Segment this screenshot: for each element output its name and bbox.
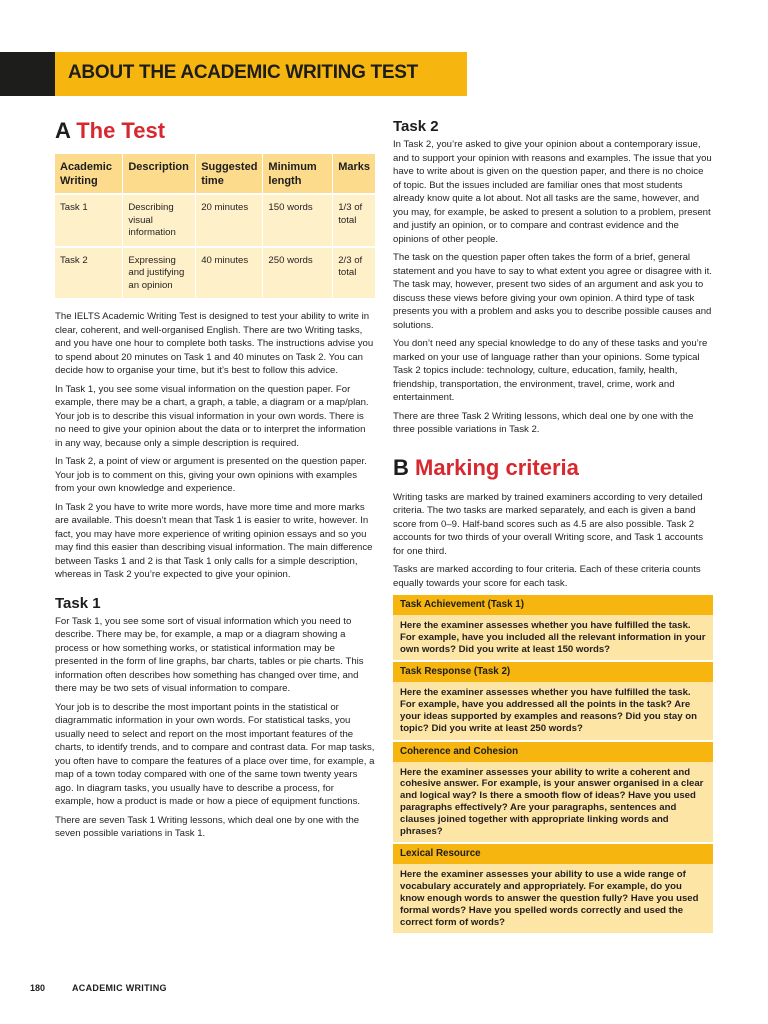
paragraph: For Task 1, you see some sort of visual information which you need to describe. There may be, for example, a map or a diagram showing a process or how something works, or statistical information may be presented in the form of line graphs, bar charts, tables or pie charts. This information often describes how something has changed over time, and there may be two sets of visual information to compare. (55, 615, 364, 694)
table-header: Academic Writing (55, 154, 123, 194)
right-column (393, 116, 713, 935)
criterion-title: Task Response (Task 2) (393, 662, 713, 682)
criterion-title: Task Achievement (Task 1) (393, 595, 713, 615)
table-cell: 40 minutes (196, 247, 263, 300)
criterion-text: Here the examiner assesses your ability to use a wide range of vocabulary accurately and appropriately. For example, do you know enough words to answer the question fully? Have you used formal words? Have you spelled words correctly and used the correct form of words? (393, 864, 713, 933)
paragraph: There are three Task 2 Writing lessons, which deal one by one with the three possible variations in Task 2. (393, 410, 694, 435)
table-cell: 250 words (263, 247, 333, 300)
left-column (55, 116, 375, 846)
criterion-text: Here the examiner assesses whether you have fulfilled the task. For example, have you included all the relevant information in your own words? Did you write at least 150 words? (393, 615, 713, 660)
task1-heading: Task 1 (55, 594, 101, 612)
test-overview-table (55, 154, 375, 300)
table-cell: Task 1 (55, 194, 123, 247)
criterion-title: Lexical Resource (393, 844, 713, 864)
paragraph: There are seven Task 1 Writing lessons, which deal one by one with the seven possible variations in Task 1. (55, 814, 360, 839)
section-a-letter: A (55, 118, 71, 143)
table-cell: Task 2 (55, 247, 123, 300)
page-number: 180 (30, 983, 46, 993)
table-cell: 2/3 of total (333, 247, 375, 300)
task2-heading: Task 2 (393, 118, 439, 135)
table-header-row (55, 154, 375, 194)
header-tab-block (0, 52, 55, 96)
table-header: Minimum length (263, 154, 333, 194)
table-cell: 150 words (263, 194, 333, 247)
paragraph: In Task 2, a point of view or argument is presented on the question paper. Your job is to comment on this, giving your own opinions with examples from your own knowledge and experience. (55, 456, 367, 494)
table-cell: Expressing and justifying an opinion (123, 247, 196, 300)
table-header: Suggested time (196, 154, 263, 194)
marking-criteria-box (393, 595, 713, 933)
table-row (55, 194, 375, 247)
footer-section-label: ACADEMIC WRITING (72, 983, 167, 993)
criterion-title: Coherence and Cohesion (393, 742, 713, 762)
paragraph: You don’t need any special knowledge to do any of these tasks and you’re marked on your use of language rather than your opinions. Some typical Task 2 topics include: technology, culture, education, family, health, friendship, transportation, the environment, travel, crime, work and entertainment. (393, 338, 708, 403)
table-cell: 1/3 of total (333, 194, 375, 247)
paragraph: The IELTS Academic Writing Test is designed to test your ability to write in clear, coherent, and well-organised English. There are two Writing tasks, and you have one hour to complete both tasks. The instructions advise you to spend about 20 minutes on Task 1 and 40 minutes on Task 2. You can decide how to organise your time, but it’s best to follow this advice. (55, 311, 374, 376)
paragraph: In Task 2 you have to write more words, have more time and more marks are available. This doesn’t mean that Task 1 is easier to write, however. In fact, you may have more experience of writing opinion essays and so you may find this easier than describing visual information. The main difference between Tasks 1 and 2 is that Task 1 only calls for a simple description, whereas in Task 2 you’re expected to give your opinion. (55, 501, 373, 580)
criterion-text: Here the examiner assesses whether you have fulfilled the task. For example, have you addressed all the points in the task? Are your ideas supported by examples and reasons? Did you stay on topic? Did you write at least 250 words? (393, 682, 713, 739)
section-a-heading (55, 116, 375, 146)
table-cell: Describing visual information (123, 194, 196, 247)
paragraph: In Task 2, you’re asked to give your opinion about a contemporary issue, and to support your opinion with reasons and examples. The issue that you have to write about is given on the question paper, and there is no choice of topic. But the issues included are familiar ones that most students already know quite a lot about. Not all tasks are the same, however, and you may, for example, be asked to present a solution to a problem, present and justify an opinion, or to compare and contrast evidence and the opinions of other people. (393, 139, 712, 245)
table-header: Description (123, 154, 196, 194)
section-b-heading (393, 453, 713, 483)
paragraph: Tasks are marked according to four criteria. Each of these criteria counts equally towards your score for each task. (393, 564, 701, 589)
section-b-title: Marking criteria (415, 454, 579, 480)
table-cell: 20 minutes (196, 194, 263, 247)
paragraph: Your job is to describe the most important points in the statistical or diagrammatic information in your own words. For statistical tasks, you usually need to select and report on the most important features of the charts, to identify trends, and to compare and contrast data. For map tasks, you often have to compare the features of a place over time, for example, a map of a town today compared with one of the same town twenty years ago. In diagram tasks, you usually have to describe a process, for example, how a product is made or how a piece of equipment functions. (55, 701, 375, 807)
page-title: ABOUT THE ACADEMIC WRITING TEST (68, 62, 418, 83)
section-b-letter: B (393, 454, 409, 480)
criterion-text: Here the examiner assesses your ability to write a coherent and cohesive answer. For example, is your answer organised in a clear and logical way? Is there a smooth flow of ideas? Have you used paragraphs effectively? Are your paragraphs, sentences and clauses joined together with appropriate linking words and phrases? (393, 762, 713, 843)
table-header: Marks (333, 154, 375, 194)
section-a-title: The Test (76, 118, 166, 143)
paragraph: In Task 1, you see some visual information on the question paper. For example, there may be a chart, a graph, a table, a diagram or a map/plan. Your job is to describe this visual information in your own words. There is no need to give your opinion about the data or to interpret the information in any way, because only a simple description is required. (55, 383, 369, 449)
paragraph: The task on the question paper often takes the form of a brief, general statement and you have to say to what extent you agree or disagree with it. The task may, however, present two sides of an argument and ask you to discuss these views before giving your own opinion. A third type of task presents you with a problem and asks you to describe possible causes and solutions. (393, 252, 712, 331)
paragraph: Writing tasks are marked by trained examiners according to very detailed criteria. The two tasks are marked separately, and each is given a band score from 0–9. Half-band scores such as 4.5 are also possible. Task 2 accounts for two thirds of your overall Writing score, and Task 1 accounts for one third. (393, 491, 703, 557)
table-row (55, 247, 375, 300)
